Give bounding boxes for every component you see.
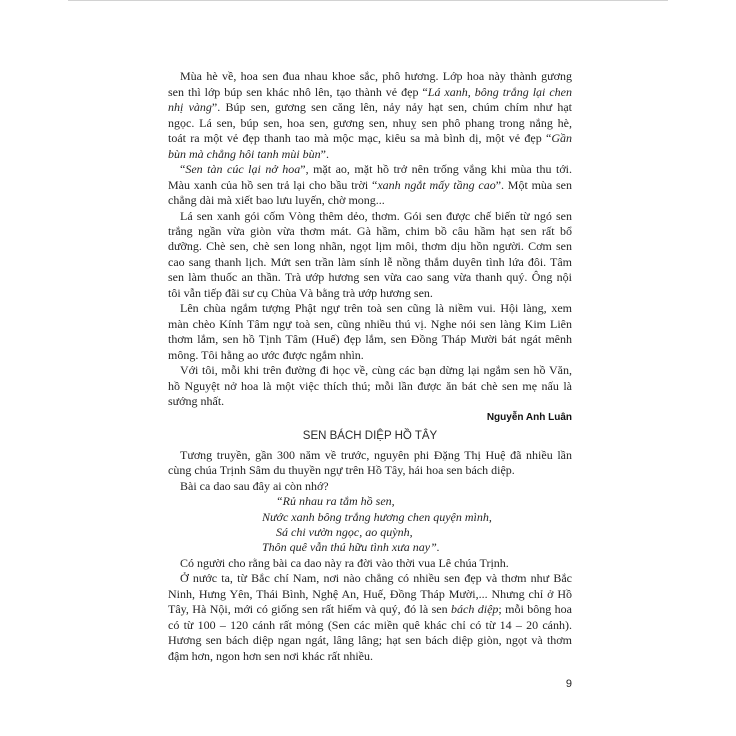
text-run: màn chèo Kính Tâm ngự toà sen, cũng nhiều thú vị. Nghe nói sen làng Kim Liên <box>168 316 572 331</box>
text-line <box>168 69 572 84</box>
text-run: ”. Búp sen, gương sen căng lên, nảy nảy hạt sen, chúm chím như hạt <box>211 100 572 115</box>
text-line <box>168 587 572 602</box>
text-line <box>168 162 572 177</box>
text-line <box>168 618 572 633</box>
text-run: Màu xanh của hồ sen trả lại cho bầu trời “ <box>168 177 378 192</box>
text-line <box>168 463 572 478</box>
text-line <box>168 100 572 115</box>
poem-line <box>168 525 572 540</box>
text-run: cao sang thanh lịch. Mứt sen trần làm sính lễ nồng thắm duyên tình lứa đôi. Tâm <box>168 254 572 269</box>
article-lotus-seasons <box>168 69 572 409</box>
text-run: Lá sen xanh gói cốm Vòng thêm dẻo, thơm. Gói sen được chế biến từ ngó sen <box>180 208 572 223</box>
text-run: Lên chùa ngắm tượng Phật ngự trên toà sen cũng là niềm vui. Hội làng, xem <box>180 301 572 316</box>
emphasized-text: Lá xanh, bông trắng lại chen <box>427 84 573 99</box>
text-run: ; mỗi bông hoa <box>498 602 573 617</box>
emphasized-text: bách diệp <box>451 602 499 617</box>
text-run: mông. Tôi hằng ao ước được ngắm nhìn. <box>168 347 364 362</box>
text-line <box>168 116 572 131</box>
text-run: tôi vẫn tiếp đãi sư cụ Chùa Và bằng trà ướp hương sen. <box>168 285 433 300</box>
text-line <box>168 556 572 571</box>
article-body <box>168 556 572 664</box>
text-line <box>168 193 572 208</box>
text-line <box>168 224 572 239</box>
text-line <box>168 379 572 394</box>
text-line <box>168 571 572 586</box>
text-line <box>168 479 572 494</box>
text-run: Tương truyền, gần 300 năm về trước, nguyên phi Đặng Thị Huệ đã nhiều lần <box>180 447 572 462</box>
text-run: dưỡng. Chè sen, chè sen long nhãn, ngọt lịm môi, thơm dịu hồn người. Cơm sen <box>168 239 572 254</box>
text-line <box>168 332 572 347</box>
text-run: cùng chúa Trịnh Sâm du thuyền ngự trên Hồ Tây, hái hoa sen bách diệp. <box>168 463 515 478</box>
text-line <box>168 255 572 270</box>
emphasized-text: Gần <box>551 131 572 146</box>
text-run: sướng nhất. <box>168 394 225 409</box>
paragraph <box>168 301 572 363</box>
text-line <box>168 348 572 363</box>
poem-line <box>168 540 572 555</box>
paragraph <box>168 69 572 162</box>
paragraph <box>168 479 572 494</box>
text-line <box>168 209 572 224</box>
text-line <box>168 270 572 285</box>
text-line <box>168 85 572 100</box>
emphasized-text: Sen tàn cúc lại nở hoa <box>185 162 301 177</box>
text-run: chẳng dài mà xiết bao lưu luyến, chờ mong... <box>168 193 385 208</box>
poem-line <box>168 494 572 509</box>
text-run: ”. <box>320 146 329 161</box>
text-run: thơm lắm, sen hồ Tịnh Tâm (Huế) đẹp lắm, sen Đồng Tháp Mười bát ngát mênh <box>168 332 572 347</box>
text-line <box>168 363 572 378</box>
text-run: trắng ngần vừa giòn vừa thơm mát. Gà hầm, chim bồ câu hầm hạt sen rất bổ <box>168 223 572 238</box>
paragraph <box>168 162 572 208</box>
section-title: SEN BÁCH DIỆP HỒ TÂY <box>302 430 438 443</box>
poem <box>168 494 572 556</box>
text-line <box>168 286 572 301</box>
emphasized-text: “Rủ nhau ra tắm hồ sen, <box>276 494 395 509</box>
text-run: Mùa hè về, hoa sen đua nhau khoe sắc, phô hương. Lớp hoa này thành gương <box>180 69 572 84</box>
top-rule <box>68 0 668 1</box>
text-run: “ <box>180 162 186 177</box>
text-run: hồ Nguyệt nở hoa là một việc thích thú; mỗi lần được ăn bát chè sen mẹ nấu là <box>168 378 572 393</box>
text-run: Có người cho rằng bài ca dao này ra đời vào thời vua Lê chúa Trịnh. <box>180 555 509 570</box>
text-run: sen làm thuốc an thần. Trà ướp hương sen vừa cao sang vừa thanh quý. Ông nội <box>168 270 572 285</box>
text-line <box>168 178 572 193</box>
text-run: ngọc. Lá sen, búp sen, hoa sen, gương sen, nhuỵ sen phô phang trong nắng hè, <box>168 115 572 130</box>
paragraph <box>168 571 572 664</box>
text-line <box>168 131 572 146</box>
text-line <box>168 602 572 617</box>
text-line <box>168 239 572 254</box>
text-run: Bài ca dao sau đây ai còn nhớ? <box>180 478 329 493</box>
text-run: có từ 100 – 120 cánh rất mỏng (Sen các miền quê khác chỉ có từ 14 – 20 cánh). <box>168 617 572 632</box>
text-run: Ở nước ta, từ Bắc chí Nam, nơi nào chẳng có nhiều sen đẹp và thơm như Bắc <box>180 571 572 586</box>
text-run: ”. Một mùa sen <box>495 177 572 192</box>
text-run: Tây, Hà Nội, mới có giống sen rất hiếm và quý, đó là sen <box>168 602 452 617</box>
text-run: Hương sen bách diệp ngan ngát, lâng lâng; hạt sen bách diệp giòn, ngọt và thơm <box>168 633 572 648</box>
emphasized-text: nhị vàng <box>168 100 212 115</box>
text-line <box>168 317 572 332</box>
text-line <box>168 448 572 463</box>
article-intro <box>168 448 572 494</box>
emphasized-text: xanh ngắt mấy tầng cao <box>377 177 496 192</box>
text-run: đậm hơn, ngon hơn sen nơi khác rất nhiều. <box>168 648 373 663</box>
text-run: Với tôi, mỗi khi trên đường đi học về, cùng các bạn dừng lại ngắm sen hồ Văn, <box>180 363 572 378</box>
emphasized-text: Thôn quê vẫn thú hữu tình xưa nay”. <box>262 540 440 555</box>
paragraph <box>168 209 572 302</box>
emphasized-text: Sá chi vườn ngọc, ao quỳnh, <box>276 525 413 540</box>
text-line <box>168 633 572 648</box>
emphasized-text: Nước xanh bông trắng hương chen quyện mình, <box>262 509 492 524</box>
emphasized-text: bùn mà chẳng hôi tanh mùi bùn <box>168 146 321 161</box>
page-text-column <box>168 69 572 664</box>
text-line <box>168 301 572 316</box>
text-line <box>168 649 572 664</box>
page-number: 9 <box>565 678 572 690</box>
text-run: ”, mặt ao, mặt hồ trở nên trống vắng khi mùa thu tới. <box>300 162 573 177</box>
text-run: toát ra một vẻ đẹp thanh tao mà mộc mạc, kiêu sa mà bình dị, một vẻ đẹp “ <box>168 131 552 146</box>
text-run: sen thì lớp búp sen khác nhô lên, tạo thành vẻ đẹp “ <box>168 84 428 99</box>
text-line <box>168 394 572 409</box>
text-run: Ninh, Hưng Yên, Thái Bình, Nghệ An, Huế, Đồng Tháp Mười,... Nhưng chỉ ở Hồ <box>168 586 572 601</box>
paragraph <box>168 448 572 479</box>
paragraph <box>168 556 572 571</box>
poem-line <box>168 510 572 525</box>
paragraph <box>168 363 572 409</box>
author-byline: Nguyễn Anh Luân <box>486 411 572 423</box>
text-line <box>168 147 572 162</box>
